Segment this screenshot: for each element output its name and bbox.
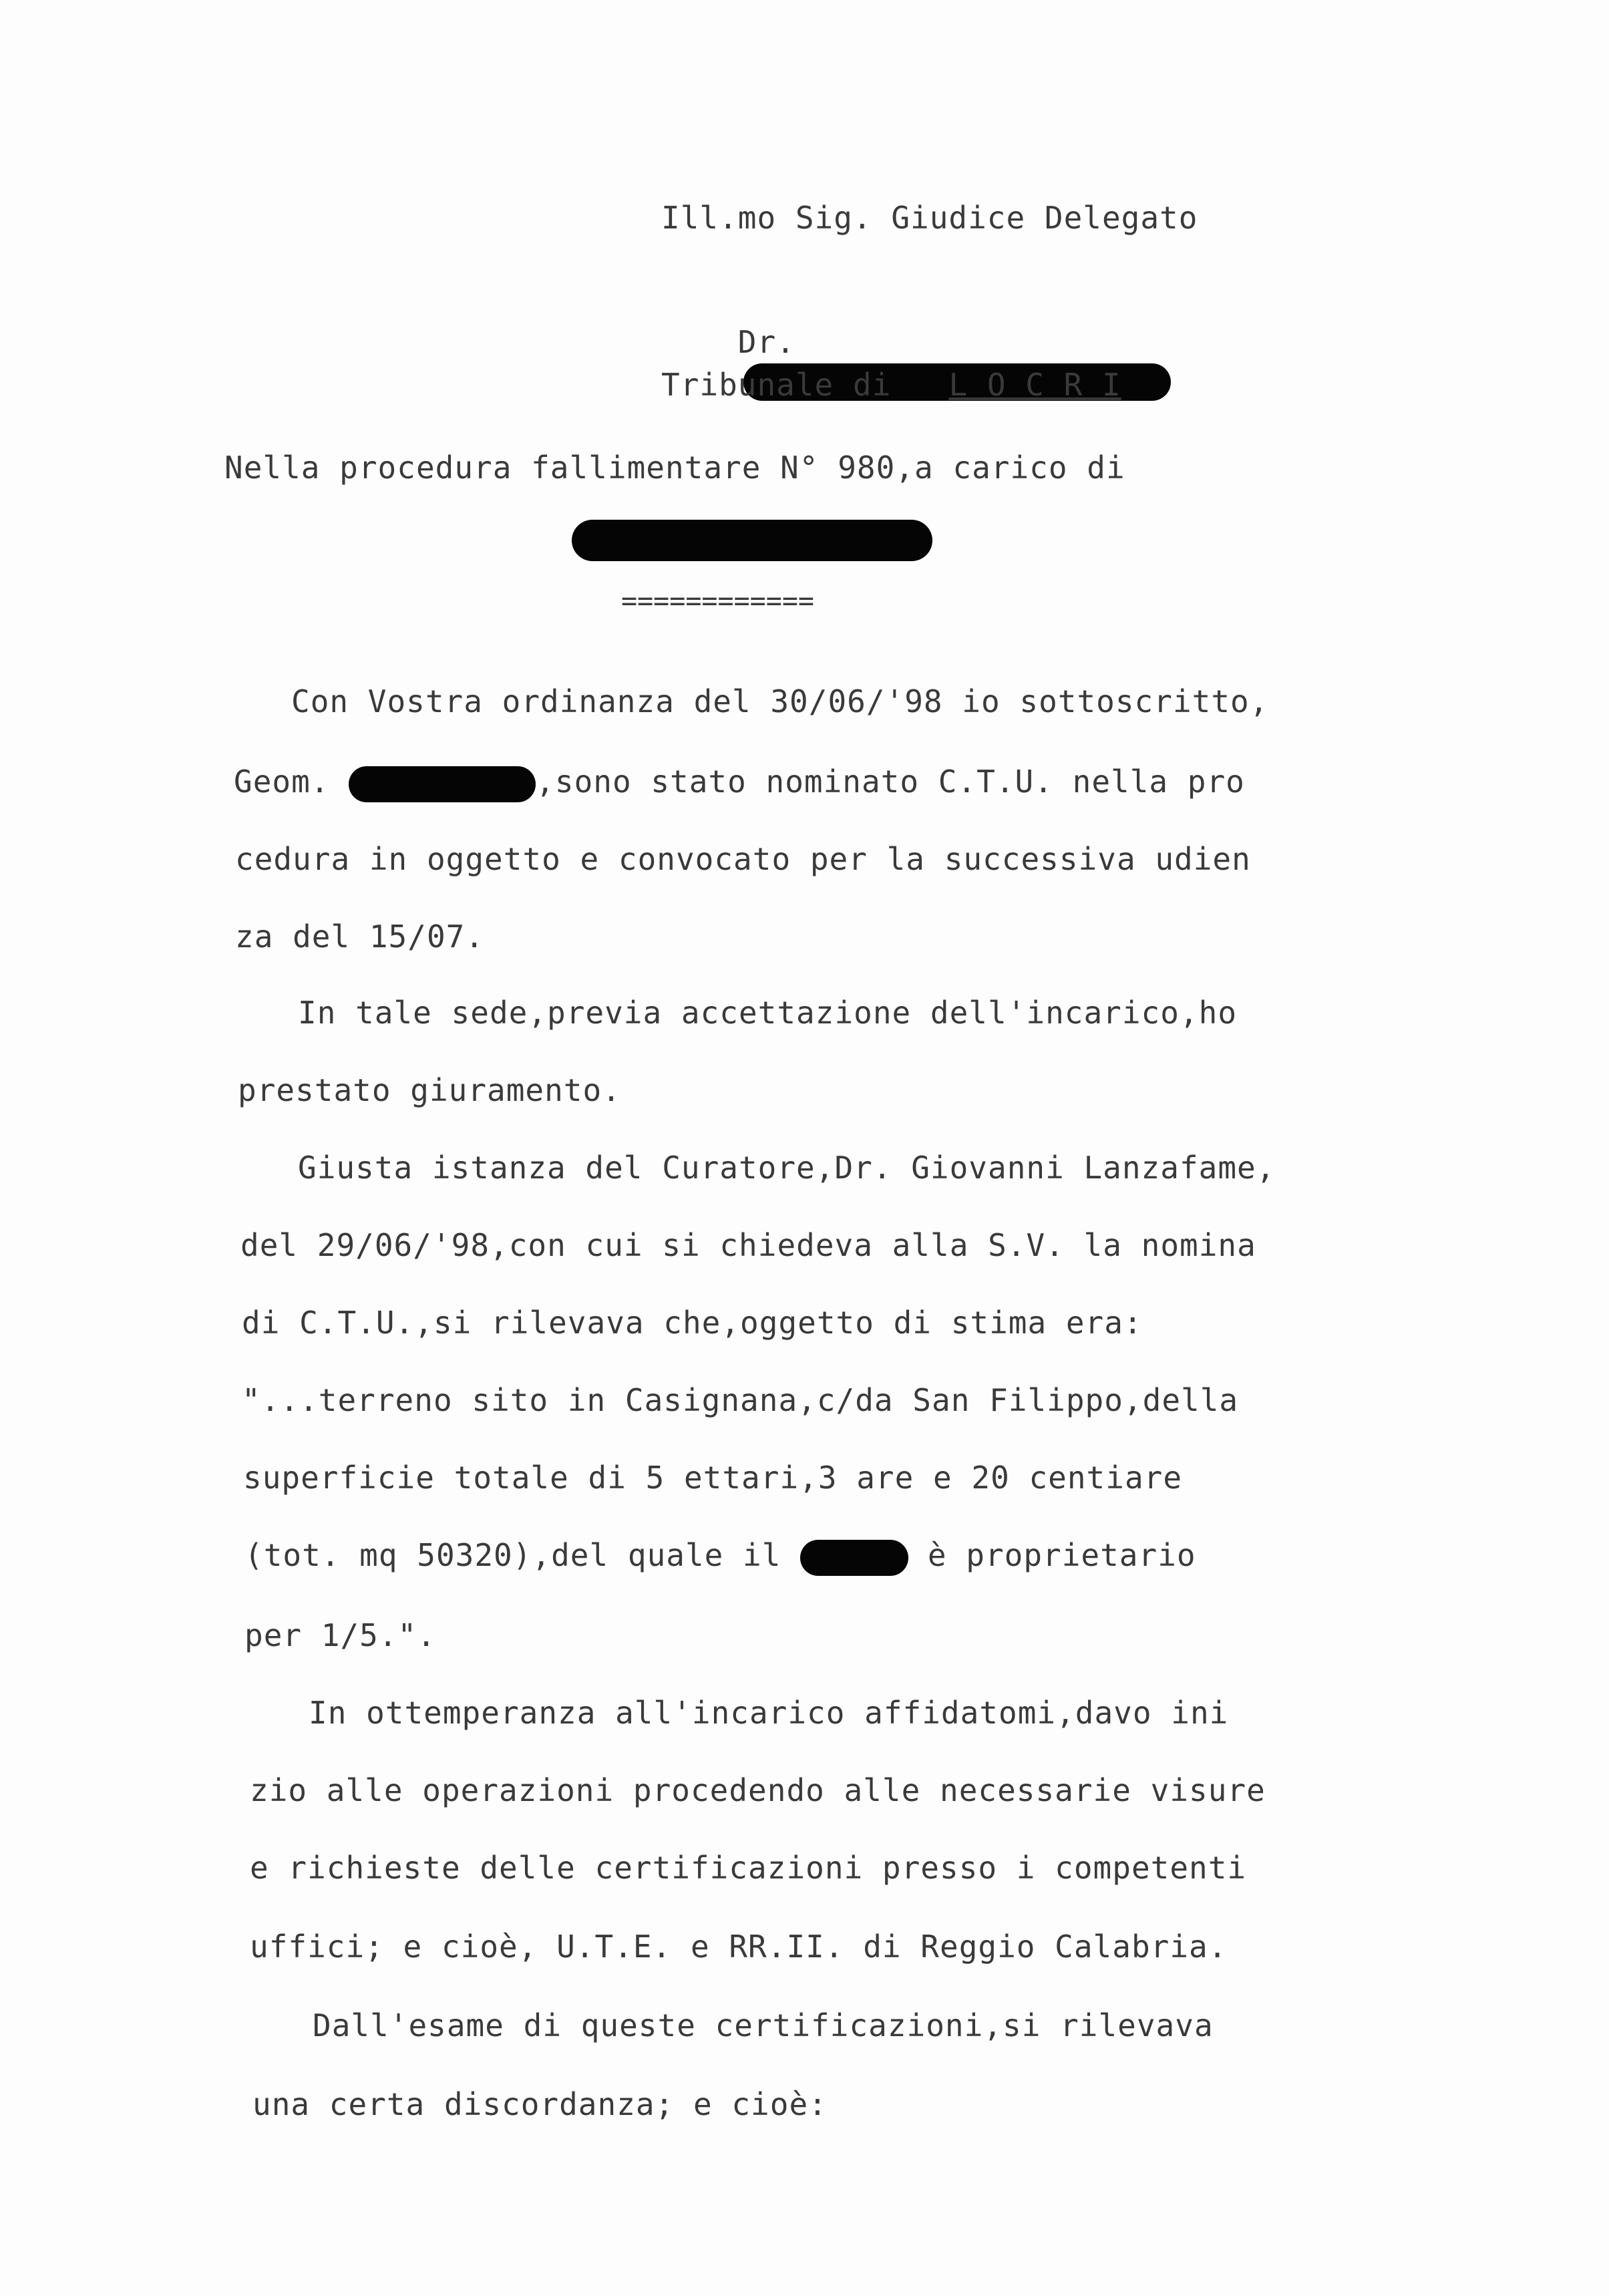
p1-line-3: cedura in oggetto e convocato per la successiva udien [235, 841, 1251, 877]
tribunal-prefix: Tribunale di [661, 367, 892, 403]
addressee-line: Ill.mo Sig. Giudice Delegato [661, 200, 1198, 236]
redaction-debtor-name [572, 520, 932, 561]
p1-line-1: Con Vostra ordinanza del 30/06/'98 io sottoscritto, [291, 683, 1269, 719]
tribunal-line [661, 366, 1121, 403]
redaction-expert-name [349, 766, 536, 802]
procedure-line: Nella procedura fallimentare N° 980,a carico di [224, 450, 1125, 486]
debtor-redaction-wrap [0, 0, 77, 112]
p2-line-1: In tale sede,previa accettazione dell'incarico,ho [298, 995, 1238, 1031]
redaction-owner-name [800, 1540, 908, 1576]
p5-line-2: una certa discordanza; e cioè: [252, 2086, 828, 2122]
p3-line-6-start: (tot. mq 50320),del quale il [244, 1537, 781, 1573]
p3-line-7: per 1/5.". [244, 1617, 436, 1653]
p4-line-1: In ottemperanza all'incarico affidatomi,davo ini [309, 1695, 1229, 1731]
p3-line-5: superficie totale di 5 ettari,3 are e 20 centiare [243, 1460, 1183, 1496]
geom-prefix: Geom. [234, 764, 330, 800]
dr-prefix: Dr. [737, 324, 795, 360]
separator-line: ============ [621, 586, 814, 617]
tribunal-city: L O C R I [948, 367, 1121, 403]
p4-line-2: zio alle operazioni procedendo alle necessarie visure [250, 1772, 1266, 1808]
p4-line-3: e richieste delle certificazioni presso i competenti [250, 1850, 1247, 1886]
p5-line-1: Dall'esame di queste certificazioni,si rilevava [313, 2007, 1214, 2043]
p3-line-3: di C.T.U.,si rilevava che,oggetto di stima era: [242, 1305, 1143, 1341]
p3-line-1: Giusta istanza del Curatore,Dr. Giovanni Lanzafame, [298, 1150, 1276, 1186]
p1-line-2-rest: ,sono stato nominato C.T.U. nella pro [536, 764, 1245, 800]
p3-line-6-end: è proprietario [927, 1537, 1196, 1573]
p2-line-2: prestato giuramento. [238, 1072, 621, 1108]
p1-line-2 [234, 763, 1245, 802]
p3-line-2: del 29/06/'98,con cui si chiedeva alla S.V. la nomina [240, 1227, 1256, 1263]
p1-line-4: za del 15/07. [235, 919, 485, 955]
p3-line-6 [244, 1536, 1196, 1576]
p4-line-4: uffici; e cioè, U.T.E. e RR.II. di Reggio Calabria. [250, 1929, 1228, 1965]
p3-line-4: "...terreno sito in Casignana,c/da San Filippo,della [242, 1382, 1239, 1418]
judge-name-line [661, 286, 1171, 438]
